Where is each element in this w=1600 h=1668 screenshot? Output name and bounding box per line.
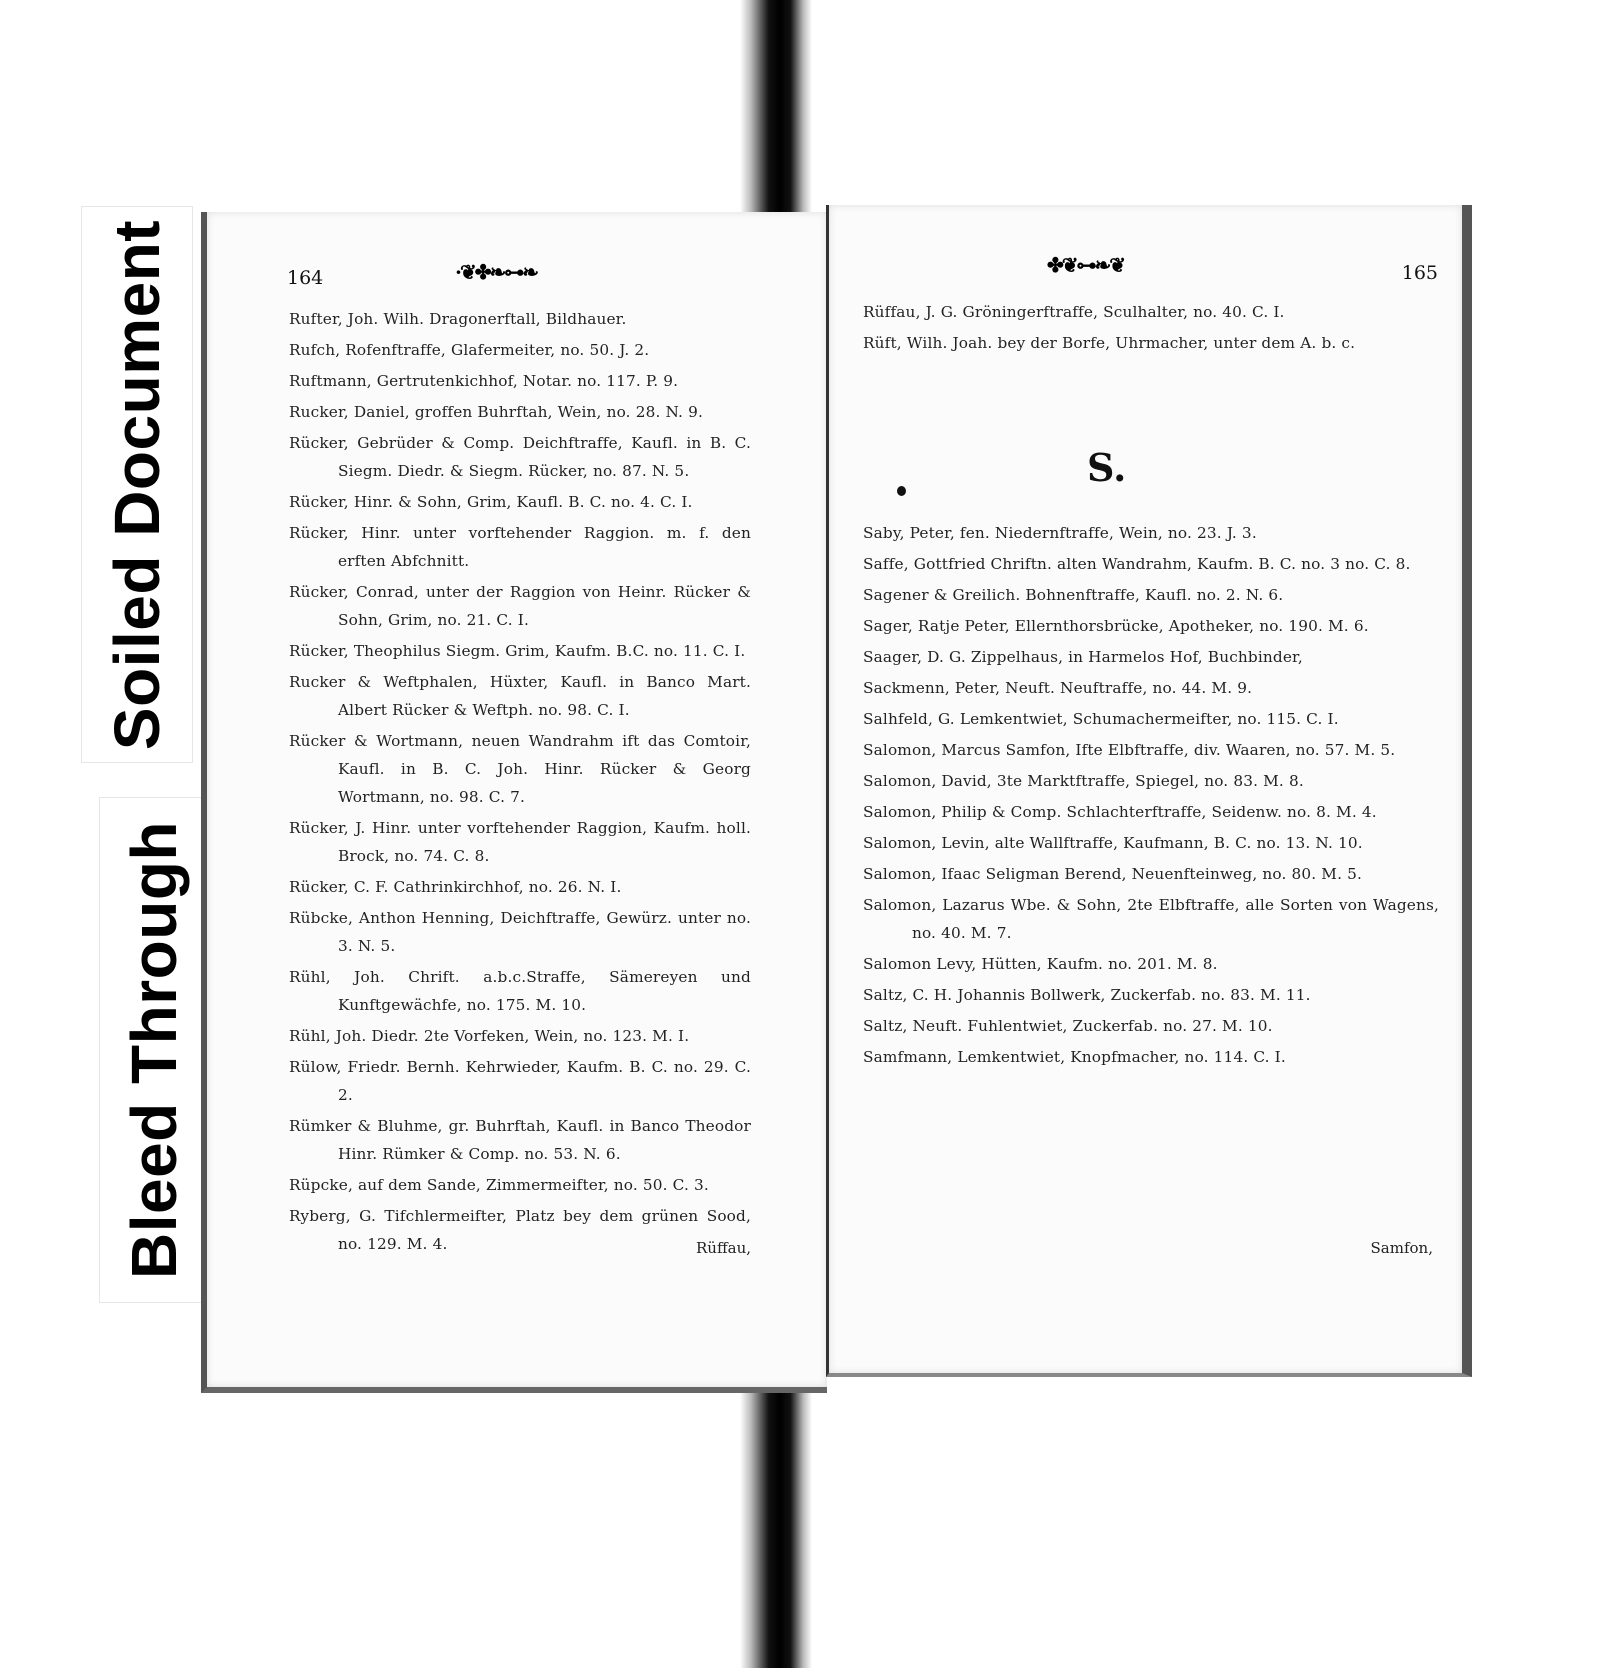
directory-entry: Salhfeld, G. Lemkentwiet, Schumachermeifter, no. 115. C. I.: [863, 710, 1339, 728]
right-page: [826, 205, 1472, 1377]
directory-entry: Salomon, Levin, alte Wallftraffe, Kaufmann, B. C. no. 13. N. 10.: [863, 834, 1363, 852]
directory-entry: Saltz, C. H. Johannis Bollwerk, Zuckerfab. no. 83. M. 11.: [863, 986, 1311, 1004]
directory-entry: Salomon, David, 3te Marktftraffe, Spiegel, no. 83. M. 8.: [863, 772, 1304, 790]
directory-entry: Sager, Ratje Peter, Ellernthorsbrücke, Apotheker, no. 190. M. 6.: [863, 617, 1369, 635]
directory-entry: Rucker & Weftphalen, Hüxter, Kaufl. in Banco Mart. Albert Rücker & Weftph. no. 98. C. I.: [289, 673, 751, 719]
directory-entry: Saltz, Neuft. Fuhlentwiet, Zuckerfab. no. 27. M. 10.: [863, 1017, 1273, 1035]
directory-entry: Saby, Peter, fen. Niedernftraffe, Wein, no. 23. J. 3.: [863, 524, 1257, 542]
directory-entry: Rücker, Gebrüder & Comp. Deichftraffe, Kaufl. in B. C. Siegm. Diedr. & Siegm. Rücker, no. 87. N. 5.: [289, 434, 751, 480]
binding-spine-bottom: [740, 1378, 812, 1668]
directory-entry: Rüpcke, auf dem Sande, Zimmermeifter, no. 50. C. 3.: [289, 1176, 709, 1194]
page-number-left: 164: [287, 267, 324, 289]
entry-list-left: [289, 305, 751, 1261]
entry-list-right-top: [863, 298, 1439, 360]
entry-list-right: [863, 519, 1439, 1074]
directory-entry: Rücker, Theophilus Siegm. Grim, Kaufm. B.C. no. 11. C. I.: [289, 642, 746, 660]
directory-entry: Rübcke, Anthon Henning, Deichftraffe, Gewürz. unter no. 3. N. 5.: [289, 909, 751, 955]
soiled-document-label: Soiled Document: [101, 219, 173, 750]
directory-entry: Rücker, C. F. Cathrinkirchhof, no. 26. N. I.: [289, 878, 622, 896]
directory-entry: Saffe, Gottfried Chriftn. alten Wandrahm, Kaufm. B. C. no. 3 no. C. 8.: [863, 555, 1411, 573]
directory-entry: Rühl, Joh. Diedr. 2te Vorfeken, Wein, no. 123. M. I.: [289, 1027, 690, 1045]
directory-entry: Rümker & Bluhme, gr. Buhrftah, Kaufl. in Banco Theodor Hinr. Rümker & Comp. no. 53. N. 6.: [289, 1117, 751, 1163]
directory-entry: Rücker & Wortmann, neuen Wandrahm ift das Comtoir, Kaufl. in B. C. Joh. Hinr. Rücker & Georg Wortmann, no. 98. C. 7.: [289, 732, 751, 806]
directory-entry: Sagener & Greilich. Bohnenftraffe, Kaufl. no. 2. N. 6.: [863, 586, 1284, 604]
directory-entry: Rühl, Joh. Chrift. a.b.c.Straffe, Sämereyen und Kunftgewächfe, no. 175. M. 10.: [289, 968, 751, 1014]
left-page: [201, 212, 827, 1393]
directory-entry: Samfmann, Lemkentwiet, Knopfmacher, no. 114. C. I.: [863, 1048, 1286, 1066]
directory-entry: Rücker, Hinr. unter vorftehender Raggion. m. f. den erften Abfchnitt.: [289, 524, 751, 570]
directory-entry: Salomon Levy, Hütten, Kaufm. no. 201. M. 8.: [863, 955, 1218, 973]
directory-entry: Salomon, Lazarus Wbe. & Sohn, 2te Elbftraffe, alle Sorten von Wagens, no. 40. M. 7.: [863, 896, 1439, 942]
directory-entry: Salomon, Ifaac Seligman Berend, Neuenfteinweg, no. 80. M. 5.: [863, 865, 1362, 883]
bleed-through-label: Bleed Through: [118, 820, 190, 1280]
ink-blot: [897, 486, 906, 496]
catchword-left: Rüffau,: [696, 1239, 751, 1257]
directory-entry: Rufter, Joh. Wilh. Dragonerftall, Bildhauer.: [289, 310, 627, 328]
directory-entry: Rücker, J. Hinr. unter vorftehender Raggion, Kaufm. holl. Brock, no. 74. C. 8.: [289, 819, 751, 865]
directory-entry: Saager, D. G. Zippelhaus, in Harmelos Hof, Buchbinder,: [863, 648, 1303, 666]
directory-entry: Rücker, Conrad, unter der Raggion von Heinr. Rücker & Sohn, Grim, no. 21. C. I.: [289, 583, 751, 629]
directory-entry: Ruftmann, Gertrutenkichhof, Notar. no. 117. P. 9.: [289, 372, 679, 390]
page-number-right: 165: [1401, 262, 1438, 284]
header-ornament-right: ✤❦⊶❧❦: [1047, 253, 1125, 277]
directory-entry: Rüffau, J. G. Gröningerftraffe, Sculhalter, no. 40. C. I.: [863, 303, 1285, 321]
soiled-document-label-box: [82, 207, 192, 762]
header-ornament-left: ·❦✤❧⊶❧: [455, 260, 537, 284]
directory-entry: Ryberg, G. Tifchlermeifter, Platz bey dem grünen Sood, no. 129. M. 4.: [289, 1207, 751, 1253]
directory-entry: Sackmenn, Peter, Neuft. Neuftraffe, no. 44. M. 9.: [863, 679, 1253, 697]
section-letter: S.: [1087, 445, 1127, 490]
directory-entry: Rücker, Hinr. & Sohn, Grim, Kaufl. B. C. no. 4. C. I.: [289, 493, 693, 511]
bleed-through-label-box: [100, 798, 208, 1302]
catchword-right: Samfon,: [1370, 1239, 1433, 1257]
directory-entry: Rufch, Rofenftraffe, Glafermeiter, no. 50. J. 2.: [289, 341, 650, 359]
directory-entry: Salomon, Philip & Comp. Schlachterftraffe, Seidenw. no. 8. M. 4.: [863, 803, 1377, 821]
directory-entry: Salomon, Marcus Samfon, Ifte Elbftraffe, div. Waaren, no. 57. M. 5.: [863, 741, 1396, 759]
directory-entry: Rülow, Friedr. Bernh. Kehrwieder, Kaufm. B. C. no. 29. C. 2.: [289, 1058, 751, 1104]
directory-entry: Rüft, Wilh. Joah. bey der Borfe, Uhrmacher, unter dem A. b. c.: [863, 334, 1356, 352]
binding-spine-top: [740, 0, 812, 225]
directory-entry: Rucker, Daniel, groffen Buhrftah, Wein, no. 28. N. 9.: [289, 403, 703, 421]
